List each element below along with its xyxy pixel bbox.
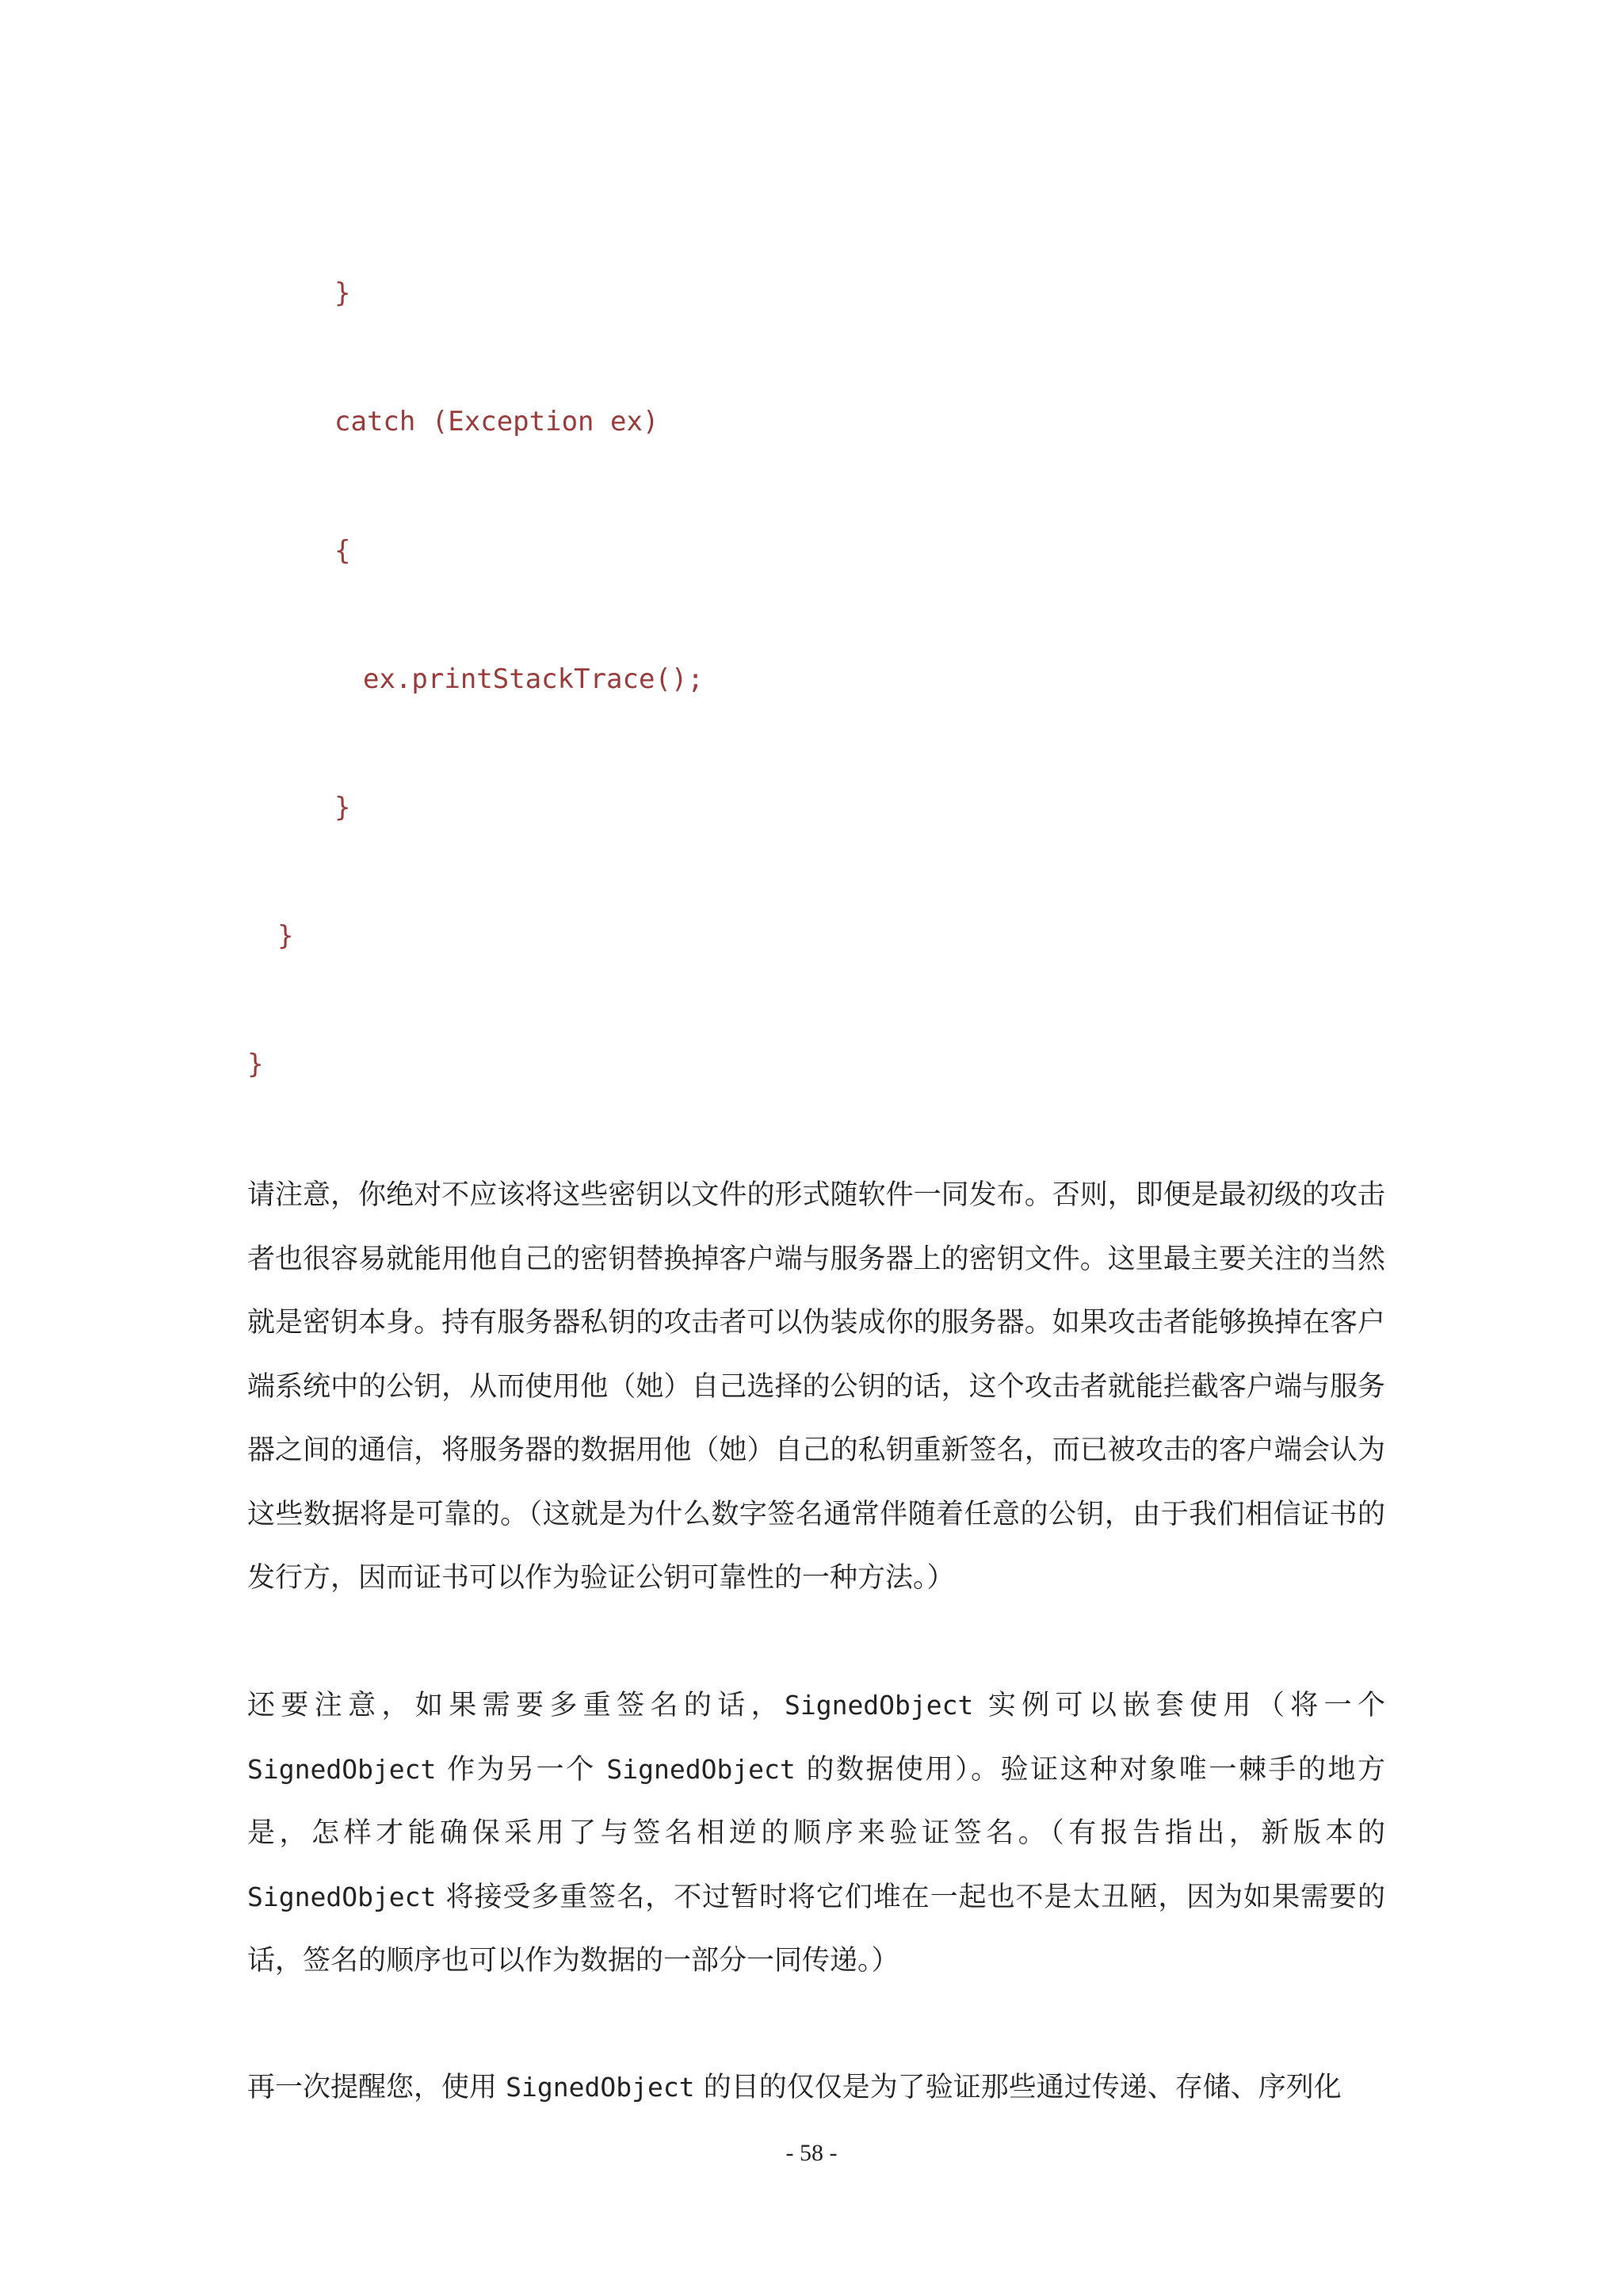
- text-run: 作为另一个: [436, 1753, 607, 1786]
- page-number: - 58 -: [785, 2140, 838, 2166]
- code-line-opening-brace: {: [334, 535, 351, 567]
- code-signedobject: SignedObject: [247, 1753, 437, 1785]
- code-signedobject: SignedObject: [506, 2072, 695, 2103]
- code-signedobject: SignedObject: [247, 1881, 437, 1912]
- code-line-closing-brace-class: }: [247, 1049, 264, 1080]
- code-line-catch: catch (Exception ex): [334, 406, 659, 437]
- text-run: 再一次提醒您，使用: [247, 2072, 506, 2103]
- code-signedobject: SignedObject: [606, 1753, 796, 1785]
- text-run: 的数据使用）。验证这种对象唯一棘手的地方是，怎样才能确保采用了与签名相逆的顺序来验证签名。（有报告指出，新版本的: [247, 1753, 1385, 1849]
- code-line-closing-brace-catch: }: [334, 792, 351, 823]
- paragraph-key-distribution-warning: 请注意，你绝对不应该将这些密钥以文件的形式随软件一同发布。否则，即便是最初级的攻击者也很容易就能用他自己的密钥替换掉客户端与服务器上的密钥文件。这里最主要关注的当然就是密钥本身。持有服务器私钥的攻击者可以伪装成你的服务器。如果攻击者能够换掉在客户端系统中的公钥，从而使用他（她）自己选择的公钥的话，这个攻击者就能拦截客户端与服务器之间的通信，将服务器的数据用他（她）自己的私钥重新签名，而已被攻击的客户端会认为这些数据将是可靠的。（这就是为什么数字签名通常伴随着任意的公钥，由于我们相信证书的发行方，因而证书可以作为验证公钥可靠性的一种方法。）: [247, 1179, 1385, 1594]
- text-run: 将接受多重签名，不过暂时将它们堆在一起也不是太丑陋，因为如果需要的话，签名的顺序也可以作为数据的一部分一同传递。）: [247, 1881, 1385, 1977]
- code-line-closing-brace: }: [334, 277, 351, 309]
- code-line-print-stack-trace: ex.printStackTrace();: [363, 663, 704, 695]
- code-signedobject: SignedObject: [784, 1690, 974, 1721]
- text-run: 的目的仅仅是为了验证那些通过传递、存储、序列化: [694, 2072, 1342, 2103]
- text-run: 还要注意，如果需要多重签名的话，: [247, 1690, 785, 1721]
- paragraph-nested-signatures: [247, 1674, 1385, 1993]
- paragraph-signedobject-purpose: [247, 2056, 1385, 2120]
- code-line-closing-brace-method: }: [277, 920, 294, 952]
- text-run: 实例可以嵌套使用（将一个: [973, 1690, 1385, 1721]
